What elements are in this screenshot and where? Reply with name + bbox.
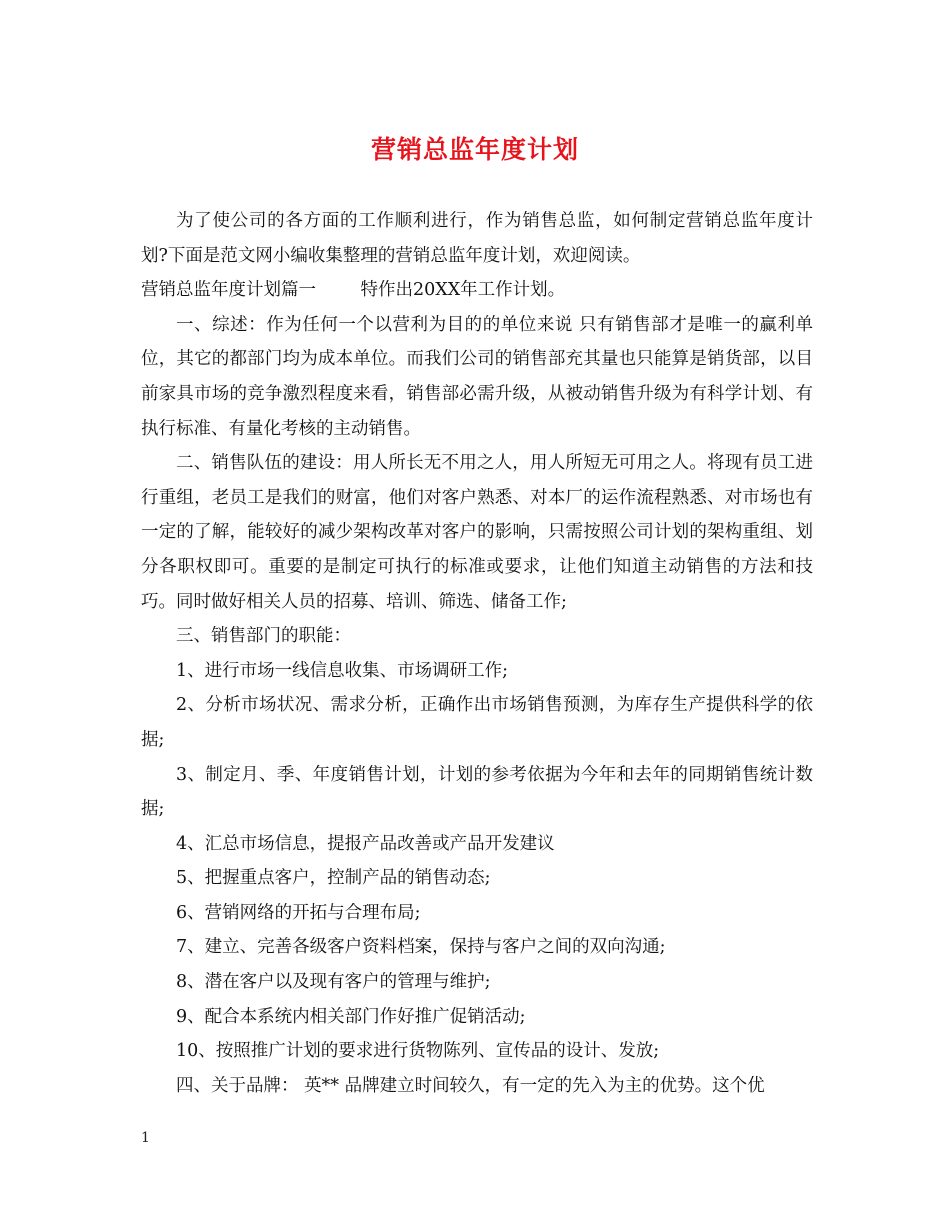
document-title: 营销总监年度计划 xyxy=(370,135,579,164)
list-item-4: 4、汇总市场信息，提报产品改善或产品开发建议 xyxy=(176,833,555,854)
paragraph-brand: 四、关于品牌： 英** 品牌建立时间较久，有一定的先入为主的优势。这个优 xyxy=(176,1075,765,1096)
document-body xyxy=(141,204,813,1103)
list-item-6: 6、营销网络的开拓与合理布局; xyxy=(176,902,421,923)
paragraph-team-building: 二、销售队伍的建设：用人所长无不用之人，用人所短无可用之人。将现有员工进行重组，老员工是我们的财富，他们对客户熟悉、对本厂的运作流程熟悉、对市场也有一定的了解，能较好的减少架构改革对客户的影响，只需按照公司计划的架构重组、划分各职权即可。重要的是制定可执行的标准或要求，让他们知道主动销售的方法和技巧。同时做好相关人员的招募、培训、筛选、储备工作; xyxy=(141,453,813,612)
list-item-1: 1、进行市场一线信息收集、市场调研工作; xyxy=(176,660,509,681)
list-item-8: 8、潜在客户以及现有客户的管理与维护; xyxy=(176,972,491,993)
list-item-5: 5、把握重点客户，控制产品的销售动态; xyxy=(176,868,491,889)
paragraph-intro: 为了使公司的各方面的工作顺利进行，作为销售总监，如何制定营销总监年度计划?下面是范文网小编收集整理的营销总监年度计划，欢迎阅读。 xyxy=(141,211,813,266)
paragraph-department-functions: 三、销售部门的职能： xyxy=(176,626,351,647)
paragraph-plan-header: 营销总监年度计划篇一 特作出20XX年工作计划。 xyxy=(141,280,566,301)
list-item-7: 7、建立、完善各级客户资料档案，保持与客户之间的双向沟通; xyxy=(176,937,666,958)
list-item-2: 2、分析市场状况、需求分析，正确作出市场销售预测，为库存生产提供科学的依据; xyxy=(141,695,813,750)
list-item-9: 9、配合本系统内相关部门作好推广促销活动; xyxy=(176,1006,526,1027)
paragraph-overview: 一、综述：作为任何一个以营利为目的的单位来说 只有销售部才是唯一的赢利单位，其它的都部门均为成本单位。而我们公司的销售部充其量也只能算是销货部，以目前家具市场的竞争激烈程度来看，销售部必需升级，从被动销售升级为有科学计划、有执行标准、有量化考核的主动销售。 xyxy=(141,314,813,439)
list-item-10: 10、按照推广计划的要求进行货物陈列、宣传品的设计、发放; xyxy=(176,1041,660,1062)
list-item-3: 3、制定月、季、年度销售计划，计划的参考依据为今年和去年的同期销售统计数据; xyxy=(141,764,813,820)
page-number: 1 xyxy=(141,1130,150,1146)
